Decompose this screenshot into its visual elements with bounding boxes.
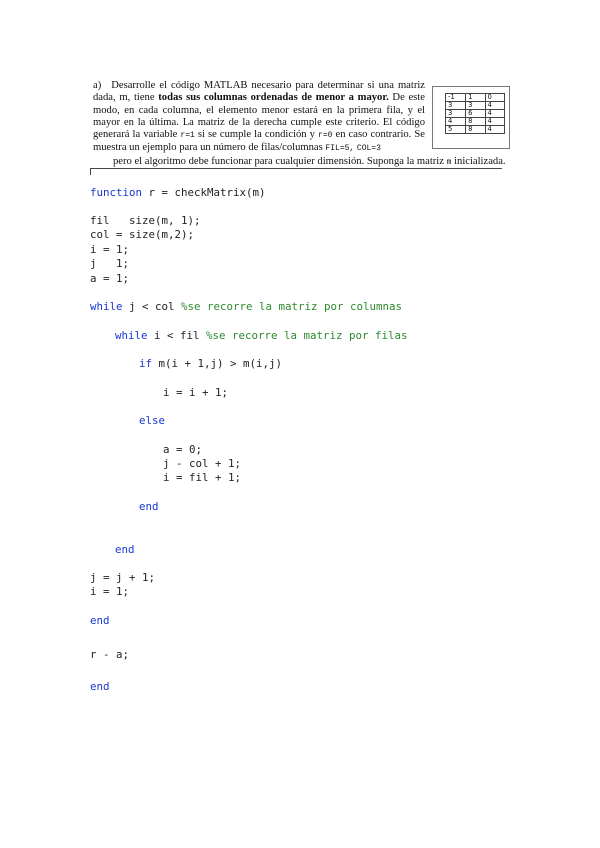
code-keyword: end <box>90 680 110 693</box>
problem-last-b: inicializada. <box>454 156 506 167</box>
code-line: col = size(m,2); <box>90 228 195 241</box>
code-keyword: if <box>139 357 153 370</box>
matrix-cell: 3 <box>466 102 485 110</box>
code-keyword: while <box>115 329 148 342</box>
code-text: r = checkMatrix(m) <box>142 186 266 199</box>
code-line: a = 1; <box>90 272 130 285</box>
code-text: i < fil <box>147 329 207 342</box>
code-keyword: function <box>90 186 143 199</box>
code-line: i = i + 1; <box>163 386 229 399</box>
problem-last-var: m <box>446 158 452 167</box>
code-keyword: end <box>115 543 135 556</box>
problem-fil: FIL=5, <box>325 144 355 154</box>
code-comment: %se recorre la matriz por columnas <box>181 300 403 313</box>
problem-col: COL=3 <box>356 144 381 154</box>
matrix-cell: 5 <box>446 126 466 134</box>
code-line <box>90 680 110 693</box>
code-line: fil size(m, 1); <box>90 214 201 227</box>
matrix-cell: 0 <box>485 94 504 102</box>
code-line <box>90 186 266 199</box>
matrix-cell: 4 <box>485 110 504 118</box>
matrix-cell: -1 <box>446 94 466 102</box>
code-text: j < col <box>122 300 182 313</box>
code-line <box>139 500 159 513</box>
problem-intro: Desarrolle el código MATLAB necesario para determinar si una matriz dada, <box>93 80 425 104</box>
code-line <box>115 543 135 556</box>
matrix-cell: 4 <box>485 118 504 126</box>
code-comment: %se recorre la matriz por filas <box>206 329 408 342</box>
code-line <box>115 329 408 342</box>
code-line <box>139 414 165 427</box>
problem-last-a: pero el algoritmo debe funcionar para cualquier dimensión. Suponga la matriz <box>113 156 444 167</box>
code-keyword: while <box>90 300 123 313</box>
matrix-cell: 4 <box>485 102 504 110</box>
code-line: i = fil + 1; <box>163 471 242 484</box>
code-line: i = 1; <box>90 243 130 256</box>
code-line: j - col + 1; <box>163 457 242 470</box>
code-line <box>90 614 110 627</box>
matrix-cell: 3 <box>446 110 466 118</box>
matrix-cell: 4 <box>485 126 504 134</box>
code-line: j 1; <box>90 257 130 270</box>
code-line: i = 1; <box>90 585 130 598</box>
matrix-cell: 8 <box>466 118 485 126</box>
code-text: m(i + 1,j) > m(i,j) <box>152 357 283 370</box>
code-line: j = j + 1; <box>90 571 156 584</box>
code-line <box>90 300 402 313</box>
matrix-cell: 1 <box>466 94 485 102</box>
problem-bold-criterion: todas sus columnas ordenadas de menor a mayor. <box>158 92 389 104</box>
problem-mid3: en caso contrario. Se muestra un ejemplo para un número de filas/columnas <box>93 129 425 154</box>
problem-rest: De este modo, en cada columna, el elemento menor estará en la primera fila, y el mayor en la última. La matriz de la derecha cumple este criterio. El código generará la variable <box>93 92 425 141</box>
matrix-cell: 6 <box>466 110 485 118</box>
problem-var-m: m, <box>119 92 131 104</box>
problem-mid2: si se cumple la condición y <box>197 129 315 141</box>
problem-cond-true: r=1 <box>180 131 195 141</box>
matrix-cell: 3 <box>446 102 466 110</box>
code-line: r - a; <box>90 648 130 661</box>
problem-cond-false: r=0 <box>318 131 333 141</box>
problem-label: a) <box>93 80 102 91</box>
problem-mid1: tiene <box>133 92 155 104</box>
code-keyword: end <box>139 500 159 513</box>
code-line <box>139 357 282 370</box>
code-keyword: end <box>90 614 110 627</box>
code-keyword: else <box>139 414 166 427</box>
matrix-cell: 8 <box>466 126 485 134</box>
code-line: a = 0; <box>163 443 203 456</box>
matrix-cell: 4 <box>446 118 466 126</box>
